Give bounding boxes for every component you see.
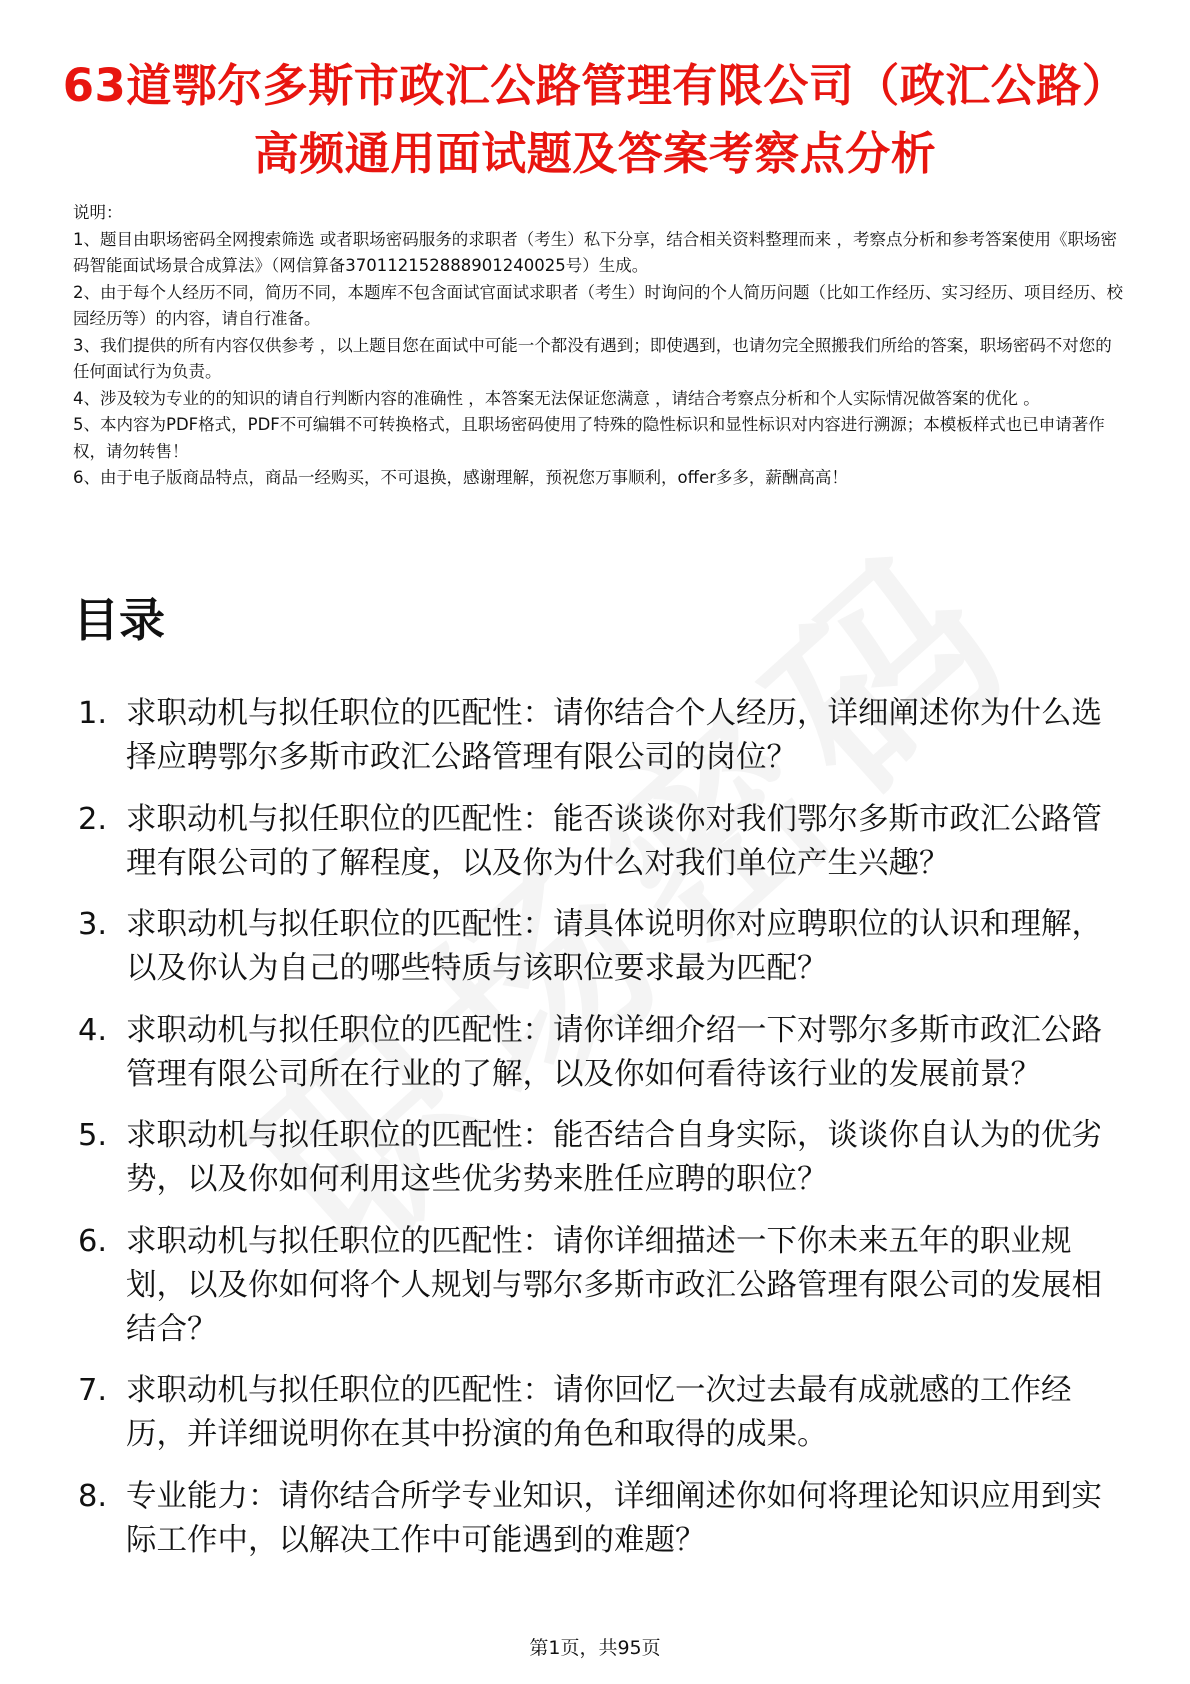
notes-section: [73, 200, 1123, 492]
notes-heading: 说明：: [73, 203, 123, 222]
toc-item-number: 1.: [78, 696, 108, 731]
toc-item-text[interactable]: 求职动机与拟任职位的匹配性：请你回忆一次过去最有成就感的工作经历，并详细说明你在其中扮演的角色和取得的成果。: [126, 1373, 1072, 1452]
table-of-contents: [78, 692, 1118, 1580]
note-item: 1、题目由职场密码全网搜索筛选 或者职场密码服务的求职者（考生）私下分享，结合相关资料整理而来 ，考察点分析和参考答案使用《职场密码智能面试场景合成算法》（网信算备370112152888901240025号）生成。: [73, 229, 1117, 275]
toc-item[interactable]: [78, 798, 1118, 886]
note-item: 3、我们提供的所有内容仅供参考 ，以上题目您在面试中可能一个都没有遇到；即使遇到，也请勿完全照搬我们所给的答案，职场密码不对您的任何面试行为负责。: [73, 335, 1112, 381]
toc-item-number: 8.: [78, 1478, 108, 1514]
toc-item[interactable]: [78, 1114, 1118, 1202]
toc-item[interactable]: [78, 692, 1118, 780]
document-title: 63道鄂尔多斯市政汇公路管理有限公司（政汇公路）高频通用面试题及答案考察点分析: [62, 59, 1128, 180]
toc-item-number: 4.: [78, 1012, 108, 1048]
toc-item[interactable]: [78, 903, 1118, 991]
toc-item[interactable]: [78, 1475, 1118, 1563]
note-item: 6、由于电子版商品特点，商品一经购买，不可退换，感谢理解，预祝您万事顺利，offer多多，薪酬高高！: [73, 468, 848, 487]
toc-item-text[interactable]: 求职动机与拟任职位的匹配性：请你详细描述一下你未来五年的职业规划，以及你如何将个人规划与鄂尔多斯市政汇公路管理有限公司的发展相结合？: [126, 1223, 1102, 1347]
toc-heading: 目录: [73, 593, 165, 647]
toc-item[interactable]: [78, 1369, 1118, 1457]
toc-item-text[interactable]: 求职动机与拟任职位的匹配性：请具体说明你对应聘职位的认识和理解，以及你认为自己的哪些特质与该职位要求最为匹配？: [126, 907, 1102, 986]
toc-item[interactable]: [78, 1220, 1118, 1352]
toc-item-text[interactable]: 求职动机与拟任职位的匹配性：请你详细介绍一下对鄂尔多斯市政汇公路管理有限公司所在行业的了解，以及你如何看待该行业的发展前景？: [126, 1012, 1102, 1092]
toc-item-text[interactable]: 求职动机与拟任职位的匹配性：请你结合个人经历，详细阐述你为什么选择应聘鄂尔多斯市政汇公路管理有限公司的岗位？: [126, 696, 1102, 775]
note-item: 5、本内容为PDF格式，PDF不可编辑不可转换格式，且职场密码使用了特殊的隐性标识和显性标识对内容进行溯源；本模板样式也已申请著作权，请勿转售！: [73, 415, 1105, 461]
toc-item-number: 7.: [78, 1373, 108, 1408]
toc-item-number: 2.: [78, 801, 108, 837]
page-footer: 第1页，共95页: [529, 1637, 661, 1659]
toc-item-number: 6.: [78, 1223, 108, 1259]
toc-item-number: 3.: [78, 907, 108, 942]
toc-item-number: 5.: [78, 1118, 108, 1153]
toc-item[interactable]: [78, 1009, 1118, 1097]
toc-item-text[interactable]: 求职动机与拟任职位的匹配性：能否结合自身实际，谈谈你自认为的优劣势，以及你如何利用这些优劣势来胜任应聘的职位？: [126, 1118, 1102, 1197]
toc-item-text[interactable]: 专业能力：请你结合所学专业知识，详细阐述你如何将理论知识应用到实际工作中，以解决工作中可能遇到的难题？: [126, 1478, 1102, 1558]
note-item: 2、由于每个人经历不同，简历不同，本题库不包含面试官面试求职者（考生）时询问的个人简历问题（比如工作经历、实习经历、项目经历、校园经历等）的内容，请自行准备。: [73, 282, 1123, 328]
note-item: 4、涉及较为专业的的知识的请自行判断内容的准确性 ，本答案无法保证您满意 ，请结合考察点分析和个人实际情况做答案的优化 。: [73, 388, 1040, 408]
toc-item-text[interactable]: 求职动机与拟任职位的匹配性：能否谈谈你对我们鄂尔多斯市政汇公路管理有限公司的了解程度，以及你为什么对我们单位产生兴趣？: [126, 801, 1102, 881]
